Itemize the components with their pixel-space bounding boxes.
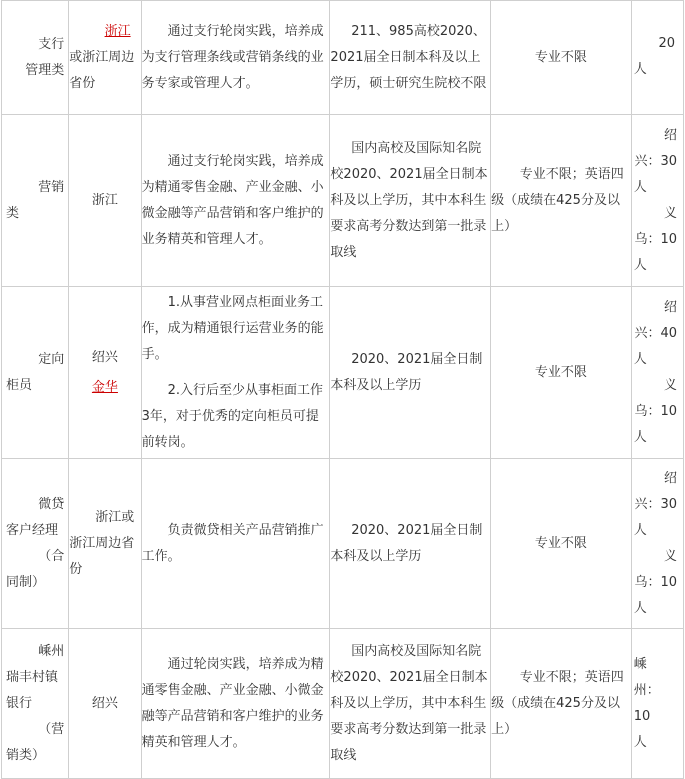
quota-line: 绍	[663, 470, 677, 486]
region-cell	[69, 287, 141, 459]
duty-item: 1.从事营业网点柜面业务工作，成为精通银行运营业务的能手。	[141, 294, 324, 362]
table-row	[2, 287, 684, 459]
table-row	[2, 115, 684, 287]
major-cell: 专业不限；英语四级（成绩在425分及以上）	[491, 115, 632, 287]
quota-line: 义	[663, 548, 677, 564]
duty-cell: 通过轮岗实践，培养成为精通零售金融、产业金融、小微金融等产品营销和客户维护的业务精英和管理人才。	[141, 629, 330, 779]
major-cell: 专业不限	[491, 459, 632, 629]
quota-cell	[631, 1, 683, 115]
region-cell: 浙江	[69, 115, 141, 287]
region-cell: 绍兴	[69, 629, 141, 779]
position-title-line: （合	[38, 548, 65, 564]
quota-line: 人	[633, 600, 647, 616]
duty-cell: 通过支行轮岗实践，培养成为精通零售金融、产业金融、小微金融等产品营销和客户维护的业务精英和管理人才。	[141, 115, 330, 287]
position-title-line: 管理类	[25, 62, 65, 78]
position-title-line: 类	[6, 205, 20, 221]
major-cell: 专业不限；英语四级（成绩在425分及以上）	[491, 629, 632, 779]
table-row	[2, 629, 684, 779]
quota-line: 人	[633, 429, 647, 445]
position-title-cell	[2, 115, 69, 287]
duty-cell: 通过支行轮岗实践，培养成为支行管理条线或营销条线的业务专家或管理人才。	[141, 1, 330, 115]
quota-line: 绍	[663, 127, 677, 143]
quota-line: 人	[633, 257, 647, 273]
quota-line: 10	[633, 708, 651, 724]
duty-cell	[141, 287, 330, 459]
major-cell: 专业不限	[491, 1, 632, 115]
position-title-cell	[2, 629, 69, 779]
region-cell: 浙江或浙江周边省份	[69, 459, 141, 629]
region-link[interactable]: 金华	[91, 379, 118, 395]
quota-line: 人	[633, 351, 647, 367]
quota-line: 乌：10	[634, 574, 677, 590]
position-title-cell	[2, 459, 69, 629]
quota-line: 乌：10	[634, 231, 677, 247]
duty-cell: 负责微贷相关产品营销推广工作。	[141, 459, 330, 629]
quota-line: 人	[633, 522, 647, 538]
education-cell: 211、985高校2020、2021届全日制本科及以上学历，硕士研究生院校不限	[330, 1, 491, 115]
education-cell: 2020、2021届全日制本科及以上学历	[330, 459, 491, 629]
quota-line: 州：	[633, 682, 660, 698]
education-cell: 国内高校及国际知名院校2020、2021届全日制本科及以上学历，其中本科生要求高考分数达到第一批录取线	[330, 629, 491, 779]
quota-cell	[631, 115, 683, 287]
quota-cell	[631, 629, 683, 779]
major-cell: 专业不限	[491, 287, 632, 459]
quota-line: 20	[658, 36, 675, 51]
education-cell: 国内高校及国际知名院校2020、2021届全日制本科及以上学历，其中本科生要求高考分数达到第一批录取线	[330, 115, 491, 287]
position-title-line: （营	[38, 721, 65, 737]
quota-line: 绍	[663, 299, 677, 315]
position-title-line: 营销	[38, 179, 65, 195]
table-row	[2, 459, 684, 629]
position-title-line: 瑞丰村镇	[6, 669, 59, 685]
quota-line: 嵊	[633, 656, 647, 672]
position-title-line: 客户经理	[6, 522, 59, 538]
region-text: 绍兴	[91, 349, 118, 365]
quota-line: 乌：10	[634, 403, 677, 419]
quota-cell	[631, 287, 683, 459]
quota-line: 义	[663, 205, 677, 221]
position-title-line: 微贷	[38, 496, 65, 512]
quota-line: 义	[663, 377, 677, 393]
quota-line: 人	[633, 62, 647, 77]
table-row	[2, 1, 684, 115]
quota-line: 人	[633, 734, 647, 750]
recruitment-table	[1, 0, 684, 779]
quota-line: 兴：40	[634, 325, 677, 341]
duty-item: 2.入行后至少从事柜面工作3年，对于优秀的定向柜员可提前转岗。	[141, 382, 323, 450]
position-title-cell	[2, 287, 69, 459]
region-link[interactable]: 浙江	[104, 23, 131, 39]
position-title-line: 定向	[38, 351, 65, 367]
education-cell: 2020、2021届全日制本科及以上学历	[330, 287, 491, 459]
position-title-line: 销类）	[6, 747, 46, 763]
position-title-line: 银行	[6, 695, 33, 711]
quota-cell	[631, 459, 683, 629]
region-text: 或浙江周边省份	[69, 49, 135, 91]
quota-line: 人	[633, 179, 647, 195]
region-cell	[69, 1, 141, 115]
position-title-line: 嵊州	[38, 643, 65, 659]
position-title-line: 支行	[38, 36, 65, 52]
position-title-line: 柜员	[6, 377, 33, 393]
quota-line: 兴：30	[634, 496, 677, 512]
position-title-line: 同制）	[6, 574, 46, 590]
quota-line: 兴：30	[634, 153, 677, 169]
position-title-cell	[2, 1, 69, 115]
